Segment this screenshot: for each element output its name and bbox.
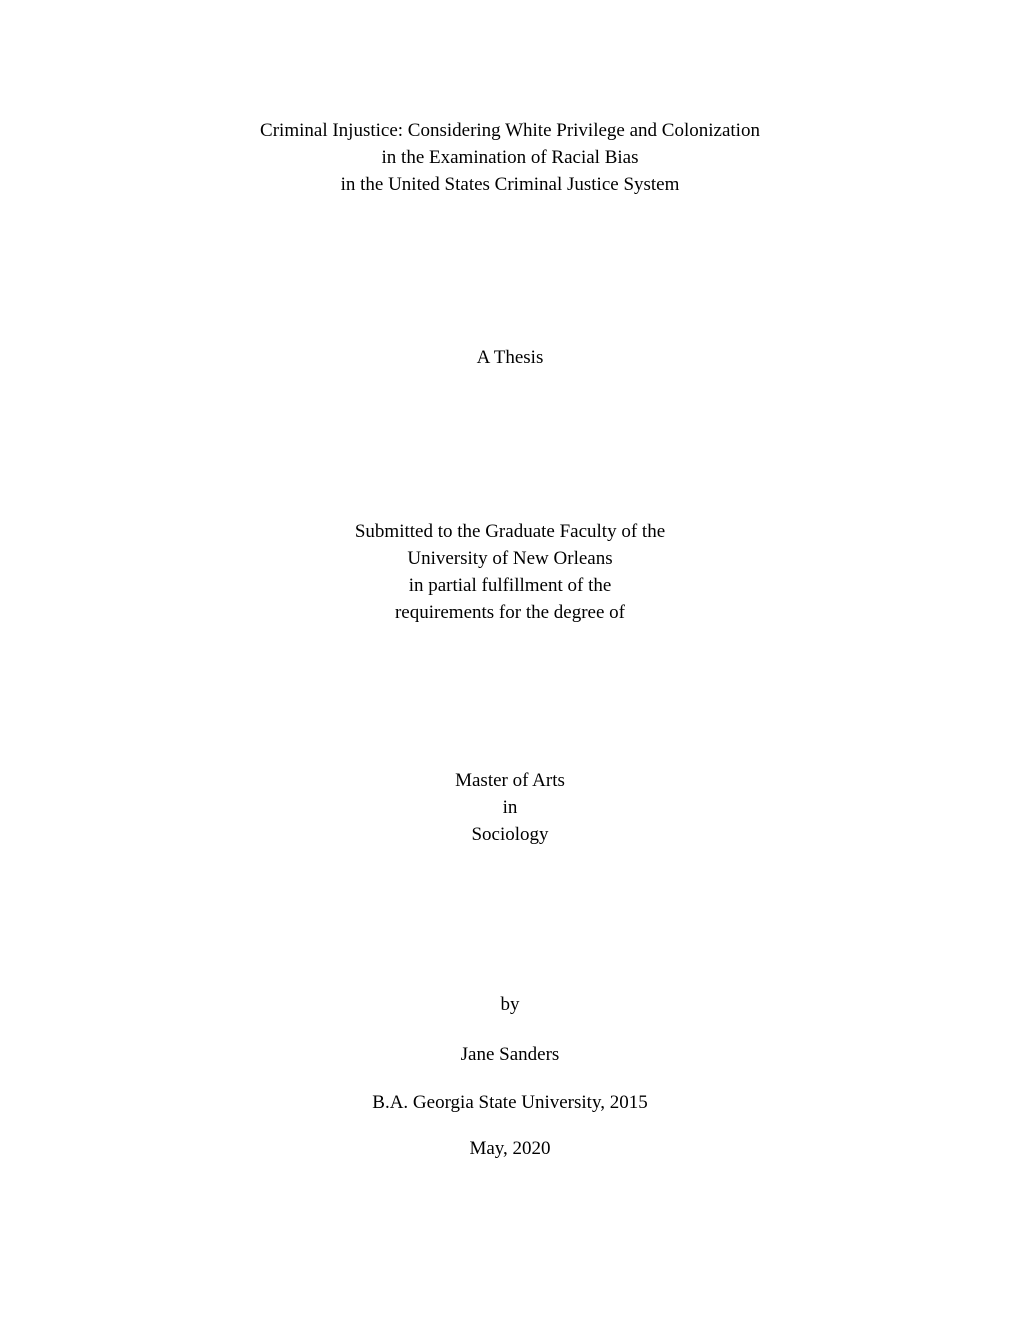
degree-connector: in [502, 796, 518, 818]
degree-field: Sociology [471, 823, 549, 845]
title-line-2: in the Examination of Racial Bias [381, 146, 639, 168]
submission-line-4: requirements for the degree of [394, 601, 625, 623]
document-type [0, 345, 1020, 372]
degree-name: Master of Arts [455, 770, 565, 791]
by-label [0, 992, 1020, 1019]
submission-statement [0, 519, 1020, 627]
submission-date-text: May, 2020 [469, 1138, 551, 1159]
author-name [0, 1042, 1020, 1069]
author-name-text: Jane Sanders [460, 1044, 560, 1065]
submission-line-2: University of New Orleans [407, 547, 613, 569]
document-type-label: A Thesis [476, 347, 544, 368]
page-title [0, 118, 1020, 199]
submission-line-3: in partial fulfillment of the [408, 574, 612, 596]
prior-degree-text: B.A. Georgia State University, 2015 [372, 1092, 648, 1113]
submission-line-1: Submitted to the Graduate Faculty of the [354, 521, 666, 542]
submission-date [0, 1136, 1020, 1163]
by-label-text: by [500, 994, 520, 1015]
prior-degree [0, 1090, 1020, 1117]
title-line-1: Criminal Injustice: Considering White Privilege and Colonization [260, 120, 760, 141]
title-line-3: in the United States Criminal Justice System [340, 173, 680, 195]
degree-statement [0, 768, 1020, 849]
